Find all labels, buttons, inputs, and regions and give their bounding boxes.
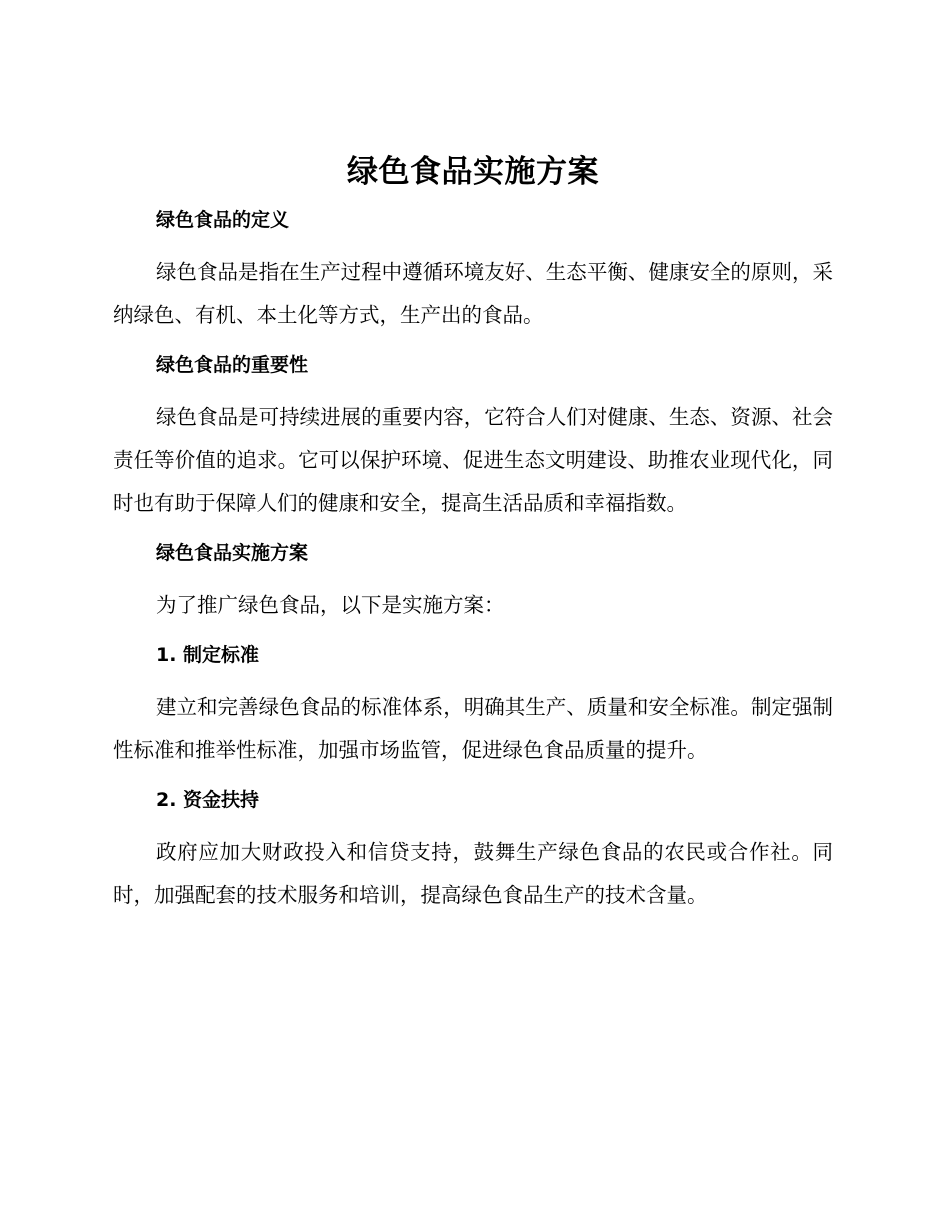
section-heading: 绿色食品的定义 bbox=[156, 209, 290, 231]
section-definition bbox=[113, 207, 833, 337]
section-paragraph: 绿色食品是指在生产过程中遵循环境友好、生态平衡、健康安全的原则，采纳绿色、有机、本土化等方式，生产出的食品。 bbox=[113, 260, 833, 327]
section-importance bbox=[113, 352, 833, 525]
document-title: 绿色食品实施方案 bbox=[347, 154, 599, 190]
section-heading: 1. 制定标准 bbox=[156, 644, 260, 666]
section-heading: 2. 资金扶持 bbox=[156, 789, 260, 811]
section-set-standards bbox=[113, 642, 833, 772]
section-heading: 绿色食品实施方案 bbox=[156, 542, 309, 564]
section-paragraph: 绿色食品是可持续进展的重要内容，它符合人们对健康、生态、资源、社会责任等价值的追求。它可以保护环境、促进生态文明建设、助推农业现代化，同时也有助于保障人们的健康和安全，提高生活品质和幸福指数。 bbox=[113, 405, 833, 515]
section-paragraph: 为了推广绿色食品，以下是实施方案： bbox=[156, 593, 505, 617]
document-page bbox=[113, 150, 833, 917]
section-implementation-plan bbox=[113, 540, 833, 627]
section-paragraph: 建立和完善绿色食品的标准体系，明确其生产、质量和安全标准。制定强制性标准和推举性标准，加强市场监管，促进绿色食品质量的提升。 bbox=[113, 695, 833, 762]
section-paragraph: 政府应加大财政投入和信贷支持，鼓舞生产绿色食品的农民或合作社。同时，加强配套的技术服务和培训，提高绿色食品生产的技术含量。 bbox=[113, 840, 833, 907]
section-heading: 绿色食品的重要性 bbox=[156, 354, 309, 376]
section-funding-support bbox=[113, 787, 833, 917]
